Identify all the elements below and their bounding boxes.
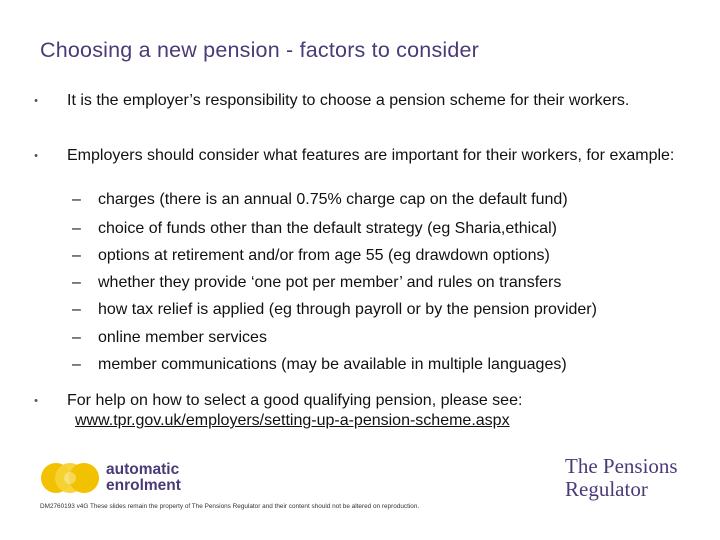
bullet-text: It is the employer’s responsibility to choose a pension scheme for their workers. (67, 92, 630, 109)
dash-marker: – (72, 301, 81, 318)
page-title: Choosing a new pension - factors to consider (40, 38, 480, 62)
bullet-text: Employers should consider what features are important for their workers, for example: (67, 147, 675, 164)
dash-marker: – (72, 356, 81, 373)
dash-marker: – (72, 247, 81, 264)
sub-item-text: whether they provide ‘one pot per member’ and rules on transfers (98, 274, 562, 291)
bullet-text: For help on how to select a good qualifying pension, please see: (67, 392, 523, 409)
sub-item-text: options at retirement and/or from age 55 (eg drawdown options) (98, 247, 550, 264)
bullet-marker: • (34, 95, 38, 107)
pensions-regulator-logo (565, 455, 678, 501)
sub-item-text: member communications (may be available in multiple languages) (98, 356, 567, 373)
bullet-marker: • (34, 150, 38, 162)
sub-item-text: online member services (98, 329, 267, 346)
tpr-logo-line2: Regulator (565, 477, 648, 501)
guidance-link[interactable]: www.tpr.gov.uk/employers/setting-up-a-pension-scheme.aspx (75, 412, 510, 429)
sub-item-text: how tax relief is applied (eg through payroll or by the pension provider) (98, 301, 597, 318)
bullet-marker: • (34, 395, 38, 407)
sub-item-text: charges (there is an annual 0.75% charge cap on the default fund) (98, 191, 568, 208)
ae-logo-line1: automatic (106, 461, 180, 478)
sub-item-text: choice of funds other than the default strategy (eg Sharia,ethical) (98, 220, 557, 237)
tpr-logo-line1: The Pensions (565, 454, 678, 478)
footer-disclaimer: DM2760193 v4G These slides remain the property of The Pensions Regulator and their content should not be altered on reproduction. (40, 503, 420, 510)
dash-marker: – (72, 274, 81, 291)
dash-marker: – (72, 329, 81, 346)
dash-marker: – (72, 191, 81, 208)
dash-marker: – (72, 220, 81, 237)
ae-circles-icon (40, 458, 106, 498)
automatic-enrolment-logo (40, 458, 200, 498)
ae-logo-line2: enrolment (106, 477, 181, 494)
